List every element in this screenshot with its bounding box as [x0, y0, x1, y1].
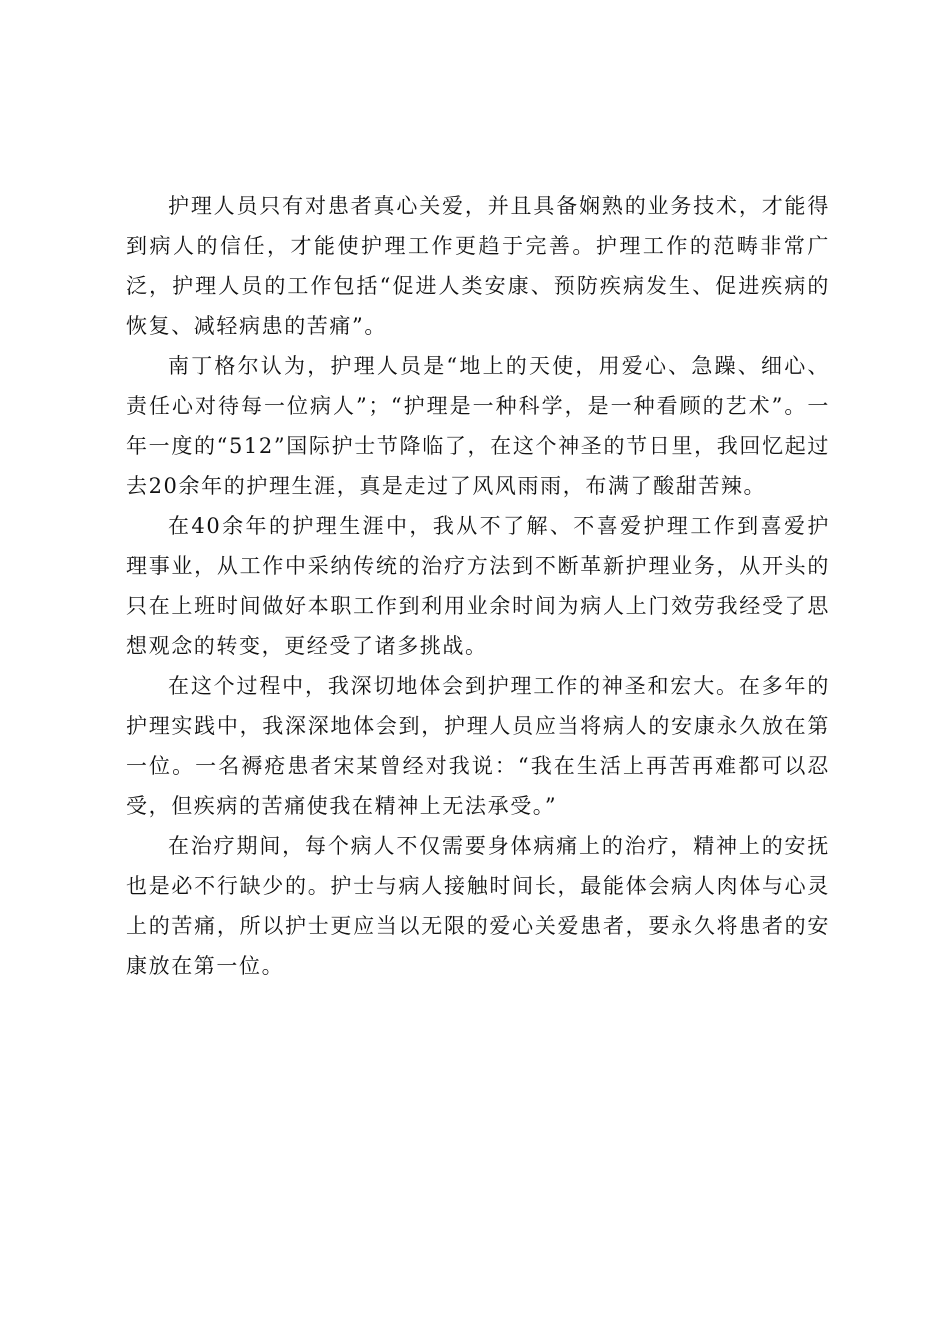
paragraph-2: 南丁格尔认为，护理人员是“地上的天使，用爱心、急躁、细心、责任心对待每一位病人”；“护理是一种科学，是一种看顾的艺术”。一年一度的“512”国际护士节降临了，在这个神圣的节日里，我回忆起过去20余年的护理生涯，真是走过了风风雨雨，布满了酸甜苦辣。 — [126, 354, 830, 498]
paragraph-5: 在治疗期间，每个病人不仅需要身体病痛上的治疗，精神上的安抚也是必不行缺少的。护士与病人接触时间长，最能体会病人肉体与心灵上的苦痛，所以护士更应当以无限的爱心关爱患者，要永久将患者的安康放在第一位。 — [126, 834, 830, 978]
paragraph-3: 在40余年的护理生涯中，我从不了解、不喜爱护理工作到喜爱护理事业，从工作中采纳传统的治疗方法到不断革新护理业务，从开头的只在上班时间做好本职工作到利用业余时间为病人上门效劳我经受了思想观念的转变，更经受了诸多挑战。 — [126, 514, 830, 658]
document-page — [126, 186, 830, 986]
paragraph-1: 护理人员只有对患者真心关爱，并且具备娴熟的业务技术，才能得到病人的信任，才能使护理工作更趋于完善。护理工作的范畴非常广泛，护理人员的工作包括“促进人类安康、预防疾病发生、促进疾病的恢复、减轻病患的苦痛”。 — [126, 194, 830, 338]
paragraph-4: 在这个过程中，我深切地体会到护理工作的神圣和宏大。在多年的护理实践中，我深深地体会到，护理人员应当将病人的安康永久放在第一位。一名褥疮患者宋某曾经对我说：“我在生活上再苦再难都可以忍受，但疾病的苦痛使我在精神上无法承受。” — [126, 674, 830, 818]
